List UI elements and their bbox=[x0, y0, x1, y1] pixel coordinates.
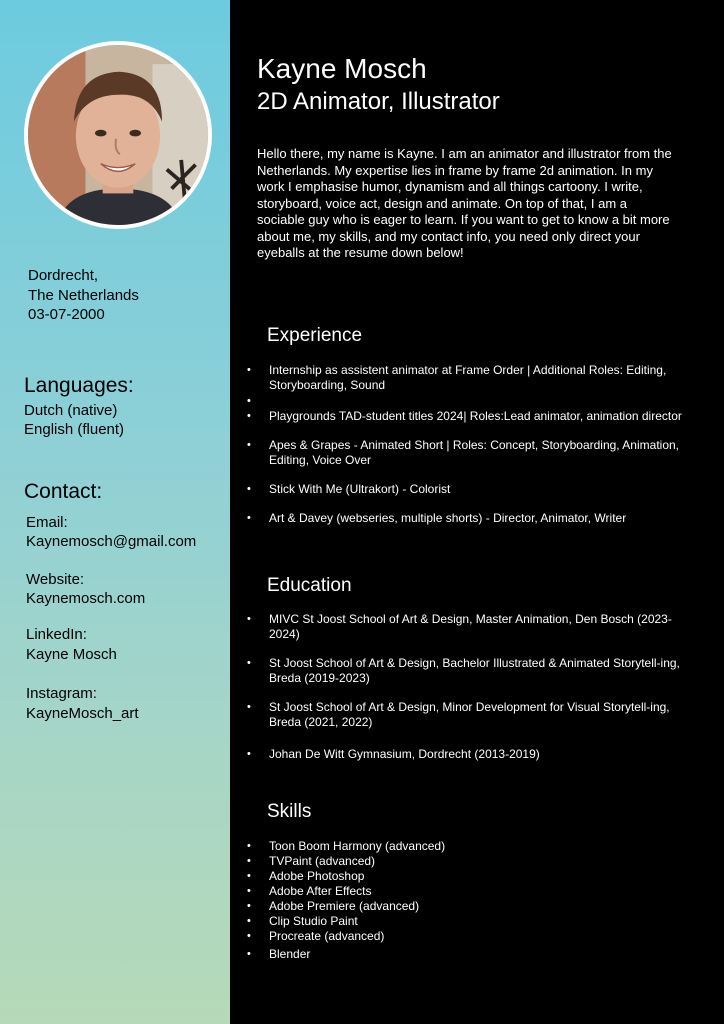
experience-item: • Art & Davey (webseries, multiple shorts) - Director, Animator, Writer bbox=[230, 511, 690, 526]
linkedin-value[interactable]: Kayne Mosch bbox=[26, 646, 117, 663]
email-label: Email: bbox=[26, 514, 68, 531]
location-country: The Netherlands bbox=[28, 286, 139, 304]
education-list bbox=[230, 612, 690, 762]
linkedin-label: LinkedIn: bbox=[26, 626, 87, 643]
website-label: Website: bbox=[26, 571, 85, 588]
location-block bbox=[28, 266, 139, 325]
education-title: Education bbox=[267, 575, 352, 596]
profile-photo bbox=[24, 41, 212, 229]
experience-title: Experience bbox=[267, 325, 363, 346]
contact-title: Contact: bbox=[24, 480, 103, 503]
skills-list bbox=[230, 839, 690, 962]
languages-title: Languages: bbox=[24, 374, 134, 397]
sidebar bbox=[0, 0, 230, 1024]
experience-item-empty bbox=[230, 394, 690, 409]
experience-item: • Apes & Grapes - Animated Short | Roles: Concept, Storyboarding, Animation, Editing, Voice Over bbox=[230, 438, 690, 468]
experience-item: • Stick With Me (Ultrakort) - Colorist bbox=[230, 482, 690, 497]
education-item: • St Joost School of Art & Design, Minor Development for Visual Storytell-ing, Breda (2021, 2022) bbox=[230, 700, 690, 730]
skill-item: • Clip Studio Paint bbox=[230, 914, 690, 929]
skill-item: • Adobe After Effects bbox=[230, 884, 690, 899]
instagram-value[interactable]: KayneMosch_art bbox=[26, 705, 139, 722]
language-item: English (fluent) bbox=[24, 421, 125, 438]
skill-item: • Blender bbox=[230, 947, 690, 962]
instagram-label: Instagram: bbox=[26, 685, 97, 702]
skill-item: • Adobe Photoshop bbox=[230, 869, 690, 884]
person-name: Kayne Mosch bbox=[257, 53, 427, 84]
experience-item: • Playgrounds TAD-student titles 2024| Roles:Lead animator, animation director bbox=[230, 409, 690, 424]
education-item: • St Joost School of Art & Design, Bachelor Illustrated & Animated Storytell-ing, Breda (2019-2023) bbox=[230, 656, 690, 686]
birthdate: 03-07-2000 bbox=[28, 306, 105, 323]
education-item: • MIVC St Joost School of Art & Design, Master Animation, Den Bosch (2023-2024) bbox=[230, 612, 690, 642]
website-value[interactable]: Kaynemosch.com bbox=[26, 590, 146, 607]
skill-item: • Toon Boom Harmony (advanced) bbox=[230, 839, 690, 854]
job-title: 2D Animator, Illustrator bbox=[257, 88, 500, 115]
languages-list bbox=[24, 401, 124, 439]
skill-item: • TVPaint (advanced) bbox=[230, 854, 690, 869]
experience-item: • Internship as assistent animator at Frame Order | Additional Roles: Editing, Storyboarding, Sound bbox=[230, 363, 690, 393]
skill-item: • Procreate (advanced) bbox=[230, 929, 690, 944]
email-value[interactable]: Kaynemosch@gmail.com bbox=[26, 533, 197, 550]
education-item: • Johan De Witt Gymnasium, Dordrecht (2013-2019) bbox=[230, 747, 690, 762]
language-item: Dutch (native) bbox=[24, 402, 118, 419]
location-city: Dordrecht, bbox=[28, 267, 99, 284]
skills-title: Skills bbox=[267, 801, 312, 822]
person-portrait-icon bbox=[28, 45, 208, 225]
main-content bbox=[230, 0, 724, 1024]
skill-item: • Adobe Premiere (advanced) bbox=[230, 899, 690, 914]
intro-paragraph: Hello there, my name is Kayne. I am an animator and illustrator from the Netherlands. My expertise lies in frame by frame 2d animation. In my work I emphasise humor, dynamism and all things cartoony. I write, storyboard, voice act, design and animate. On top of that, I am a sociable guy who is eager to learn. If you want to get to know a bit more about me, my skills, and my contact info, you need only direct your eyeballs at the resume down below! bbox=[257, 146, 672, 260]
experience-list bbox=[230, 363, 690, 526]
